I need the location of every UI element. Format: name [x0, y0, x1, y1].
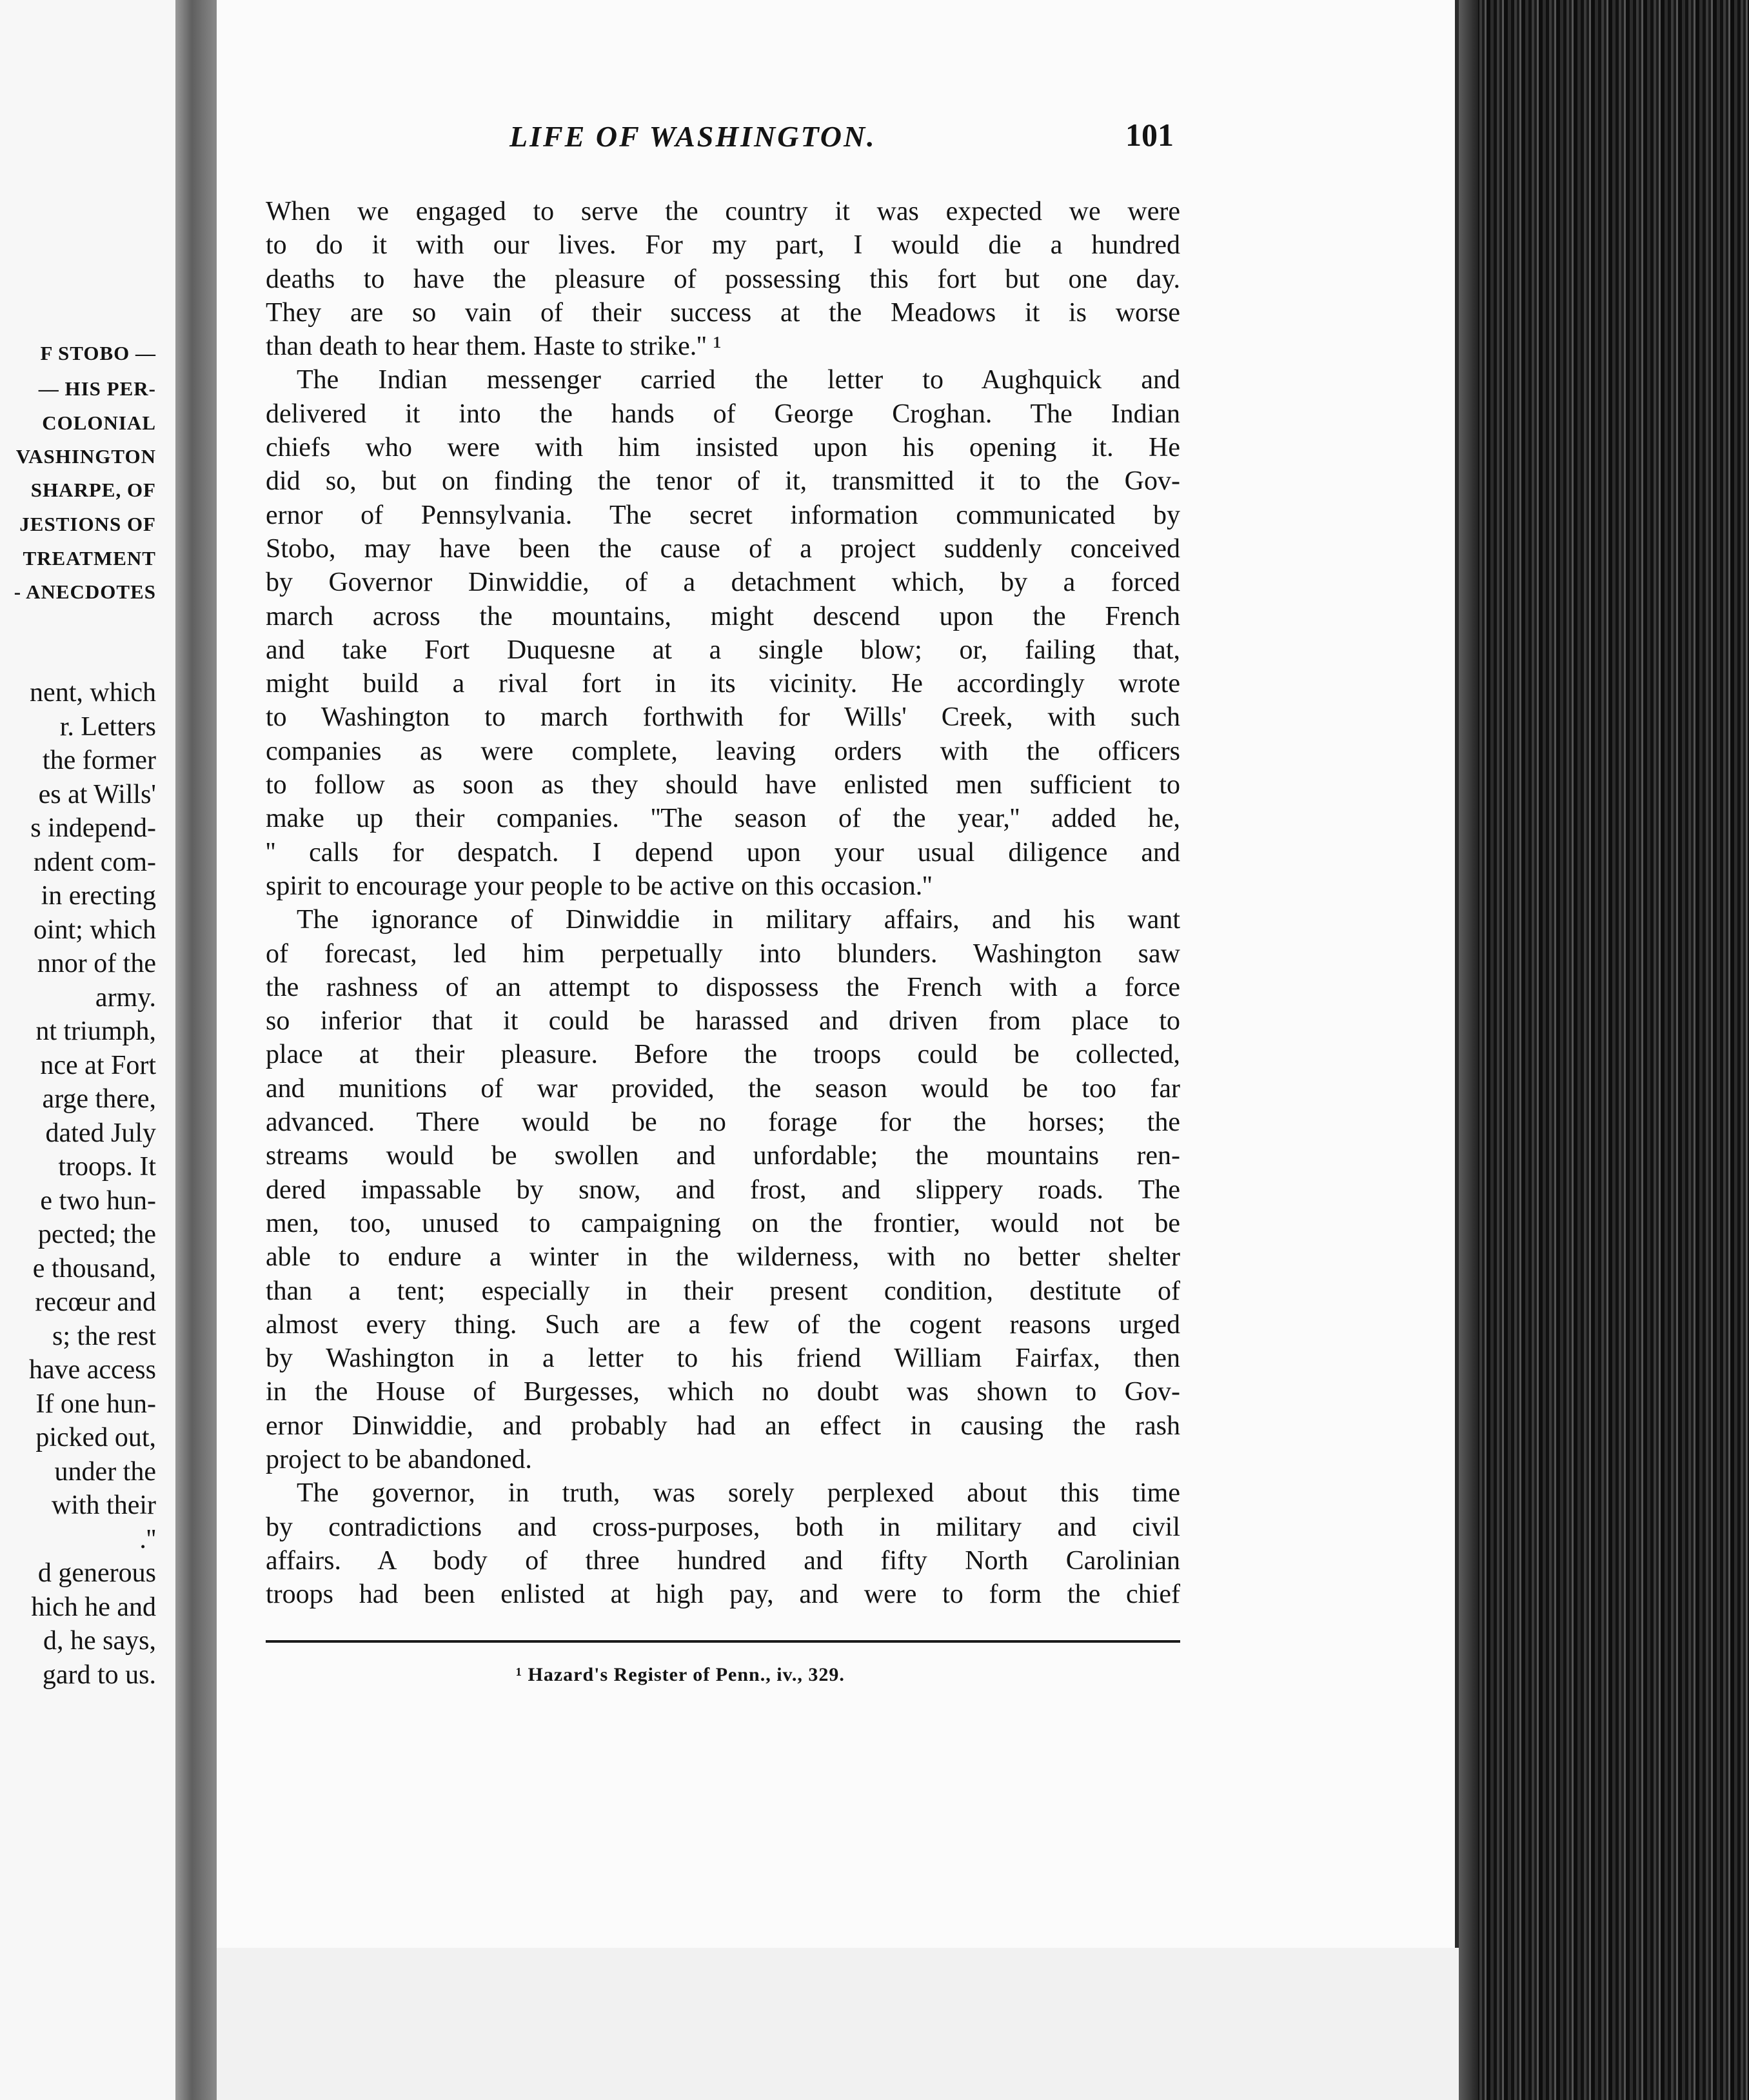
- facing-text-line: dated July: [45, 1118, 156, 1148]
- text-line: by Washington in a letter to his friend William Fairfax, then: [266, 1343, 1180, 1374]
- text-line: the rashness of an attempt to dispossess the French with a force: [266, 972, 1180, 1002]
- body-text: [266, 195, 1180, 1611]
- text-line: to Washington to march forthwith for Wills' Creek, with such: [266, 702, 1180, 733]
- text-line: spirit to encourage your people to be active on this occasion.'': [266, 871, 933, 901]
- facing-text-line: recœur and: [35, 1287, 156, 1317]
- facing-text-line: r. Letters: [59, 712, 156, 742]
- text-line: The ignorance of Dinwiddie in military affairs, and his want: [297, 905, 1180, 935]
- text-line: by contradictions and cross-purposes, both in military and civil: [266, 1512, 1180, 1542]
- text-line: than death to hear them. Haste to strike.'' ¹: [266, 332, 722, 362]
- facing-text-line: have access: [28, 1355, 156, 1385]
- facing-text-line: under the: [54, 1457, 156, 1487]
- text-line: almost every thing. Such are a few of the cogent reasons urged: [266, 1309, 1180, 1340]
- facing-text-line: d generous: [37, 1558, 156, 1588]
- footnote: ¹ Hazard's Register of Penn., iv., 329.: [516, 1664, 845, 1685]
- text-line: Stobo, may have been the cause of a project suddenly conceived: [266, 533, 1180, 564]
- text-line: did so, but on finding the tenor of it, transmitted it to the Gov-: [266, 466, 1180, 497]
- facing-text-line: arge there,: [42, 1084, 156, 1114]
- text-line: to do it with our lives. For my part, I would die a hundred: [266, 230, 1180, 261]
- text-line: They are so vain of their success at the Meadows it is worse: [266, 297, 1180, 328]
- footnote-rule: [266, 1640, 1180, 1643]
- facing-text-line: oint; which: [33, 915, 156, 945]
- text-line: so inferior that it could be harassed and driven from place to: [266, 1006, 1180, 1036]
- facing-text-line: army.: [95, 983, 156, 1013]
- facing-text-line: nce at Fort: [40, 1051, 156, 1080]
- facing-summary-line: - ANECDOTES: [14, 580, 156, 603]
- facing-summary-line: TREATMENT: [23, 547, 156, 570]
- page-number: 101: [1125, 117, 1174, 153]
- text-line: able to endure a winter in the wilderness, with no better shelter: [266, 1242, 1180, 1273]
- facing-page: [0, 0, 175, 2100]
- text-line: than a tent; especially in their present condition, destitute of: [266, 1276, 1180, 1306]
- text-line: advanced. There would be no forage for the horses; the: [266, 1107, 1180, 1138]
- book-fore-edge: [1459, 0, 1749, 2100]
- facing-text-line: picked out,: [35, 1423, 156, 1452]
- text-line: delivered it into the hands of George Croghan. The Indian: [266, 399, 1180, 429]
- book-gutter: [175, 0, 217, 2100]
- text-line: and munitions of war provided, the season would be too far: [266, 1073, 1180, 1104]
- text-line: streams would be swollen and unfordable; the mountains ren-: [266, 1141, 1180, 1171]
- facing-summary-line: VASHINGTON: [15, 445, 156, 468]
- facing-text-line: d, he says,: [43, 1626, 156, 1656]
- text-line: When we engaged to serve the country it was expected we were: [266, 197, 1180, 226]
- text-line: to follow as soon as they should have enlisted men sufficient to: [266, 770, 1180, 800]
- text-line: in the House of Burgesses, which no doubt was shown to Gov-: [266, 1377, 1180, 1407]
- page-bottom-margin: [217, 1948, 1459, 2100]
- facing-text-line: If one hun-: [35, 1389, 156, 1419]
- text-line: dered impassable by snow, and frost, and slippery roads. The: [266, 1174, 1180, 1205]
- text-line: The governor, in truth, was sorely perplexed about this time: [297, 1478, 1180, 1509]
- text-line: march across the mountains, might descend upon the French: [266, 601, 1180, 631]
- facing-text-line: ndent com-: [33, 847, 156, 877]
- text-line: men, too, unused to campaigning on the frontier, would not be: [266, 1208, 1180, 1238]
- fore-edge-shadow: [1459, 0, 1478, 2100]
- facing-summary-line: — HIS PER-: [38, 377, 156, 400]
- facing-text-line: nnor of the: [37, 949, 156, 978]
- facing-text-line: nent, which: [30, 678, 156, 708]
- facing-text-line: the former: [42, 746, 156, 775]
- facing-text-line: e thousand,: [32, 1254, 156, 1283]
- facing-text-line: pected; the: [37, 1220, 156, 1249]
- text-line: affairs. A body of three hundred and fifty North Carolinian: [266, 1545, 1180, 1576]
- text-line: chiefs who were with him insisted upon his opening it. He: [266, 433, 1180, 463]
- facing-summary-line: SHARPE, OF: [30, 479, 156, 501]
- text-line: troops had been enlisted at high pay, and were to form the chief: [266, 1580, 1180, 1610]
- facing-text-line: with their: [51, 1491, 156, 1520]
- facing-summary-line: F STOBO —: [40, 342, 156, 364]
- running-head: LIFE OF WASHINGTON.: [509, 120, 876, 153]
- text-line: ernor of Pennsylvania. The secret information communicated by: [266, 500, 1180, 530]
- facing-text-line: in erecting: [41, 881, 156, 911]
- facing-text-line: nt triumph,: [35, 1016, 156, 1046]
- facing-text-line: troops. It: [58, 1152, 156, 1182]
- text-line: and take Fort Duquesne at a single blow; or, failing that,: [266, 635, 1180, 665]
- facing-text-line: e two hun-: [40, 1186, 156, 1216]
- text-line: deaths to have the pleasure of possessing this fort but one day.: [266, 264, 1180, 294]
- text-line: by Governor Dinwiddie, of a detachment which, by a forced: [266, 568, 1180, 598]
- text-line: The Indian messenger carried the letter to Aughquick and: [297, 365, 1180, 395]
- facing-summary-line: JESTIONS OF: [19, 513, 156, 535]
- facing-text-line: s independ-: [30, 813, 156, 843]
- text-line: ernor Dinwiddie, and probably had an effect in causing the rash: [266, 1411, 1180, 1441]
- facing-text-line: .'': [139, 1525, 156, 1554]
- text-line: of forecast, led him perpetually into blunders. Washington saw: [266, 938, 1180, 969]
- text-line: project to be abandoned.: [266, 1444, 532, 1474]
- facing-summary-line: COLONIAL: [42, 411, 156, 434]
- text-line: make up their companies. ''The season of the year,'' added he,: [266, 804, 1180, 834]
- text-line: place at their pleasure. Before the troops could be collected,: [266, 1040, 1180, 1070]
- text-line: might build a rival fort in its vicinity. He accordingly wrote: [266, 669, 1180, 699]
- text-line: '' calls for despatch. I depend upon your usual diligence and: [266, 837, 1180, 867]
- facing-text-line: es at Wills': [38, 780, 156, 809]
- text-line: companies as were complete, leaving orders with the officers: [266, 736, 1180, 766]
- facing-text-line: gard to us.: [42, 1660, 156, 1690]
- facing-text-line: hich he and: [31, 1592, 156, 1622]
- facing-text-line: s; the rest: [52, 1322, 156, 1351]
